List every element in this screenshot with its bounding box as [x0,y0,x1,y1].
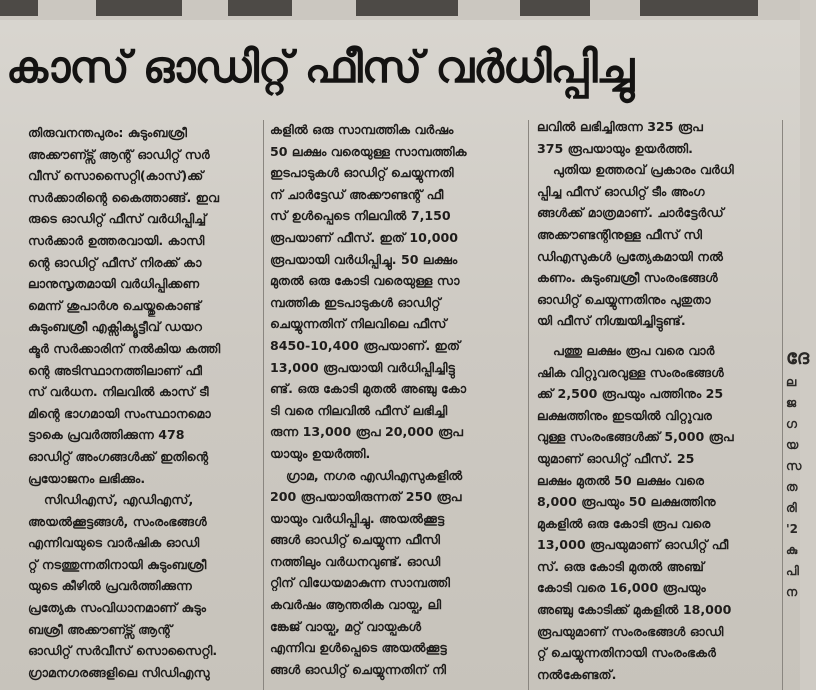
text-line: റ്റ് നടത്തുന്നതിനായി കുടുംബശ്രീ [28,556,207,572]
text-line: ഓഡിറ്റ് സർവീസ് സൊസൈറ്റി. [28,643,218,659]
text-line: ന്റെ ഓഡിറ്റ് ഫീസ് നിരക്ക് കാ [28,254,202,270]
text-line: 375 രൂപയായും ഉയർത്തി. [537,140,693,156]
edge-fragment: പി [786,564,799,578]
edge-fragment: രി [786,501,797,515]
text-line: നത്തിലും വർധനവുണ്ട്. ഓഡി [270,553,441,569]
text-line: ഓഡിറ്റ് അംഗങ്ങൾക്ക് ഇതിന്റെ [28,448,209,464]
text-line: യായും വർധിപ്പിച്ചു. അയൽക്കൂട്ട [270,510,445,526]
text-line: ചെയ്യുന്നതിന് നിലവിലെ ഫീസ് [270,316,447,332]
article-column-3 [537,116,777,685]
text-line: ന് ചാർട്ടേഡ് അക്കൗണ്ടന്റ് ഫീ [270,186,444,202]
text-line: കോടി വരെ 16,000 രൂപയും [537,580,706,596]
edge-fragment: ദേ [786,345,810,369]
text-line: മെന്ന് ശുപാർശ ചെയ്തുകൊണ്ട് [28,297,201,313]
text-line: ന്റെ അടിസ്ഥാനത്തിലാണ് ഫീ [28,362,202,378]
text-line: എന്നിവയുടെ വാർഷിക ഓഡി [28,535,200,551]
text-line: 200 രൂപയായിരുന്നത് 250 രൂപ [270,489,462,505]
text-line: വുള്ള സംരംഭങ്ങൾക്ക് 5,000 രൂപ [537,429,734,445]
text-line: ങ്ങൾ ഓഡിറ്റ് ചെയ്യുന്നതിന് നി [270,661,446,677]
text-line: അഞ്ചു കോടിക്ക് മുകളിൽ 18,000 [537,602,732,618]
text-line: ക്ക് 2,500 രൂപയും പത്തിനും 25 [537,386,724,402]
text-line: ലക്ഷത്തിനും ഇടയിൽ വിറ്റുവര [537,407,712,423]
text-line: സ് ഉൾപ്പെടെ നിലവിൽ 7,150 [270,208,451,224]
paragraph-gap [537,332,777,340]
text-line: റ്റ് ചെയ്യുന്നതിനായി സംരംഭകർ [537,645,716,661]
text-line: 8,000 രൂപയും 50 ലക്ഷത്തിനു [537,494,716,510]
text-line: ണ്ട്. ഒരു കോടി മുതൽ അഞ്ചു കോ [270,381,467,397]
text-line: സർക്കാർ ഉത്തരവായി. കാസി [28,232,205,248]
text-line: യായും ഉയർത്തി. [270,445,371,461]
column-rule [528,120,529,690]
text-line: പുതിയ ഉത്തരവ് പ്രകാരം വർധി [553,162,734,178]
text-line: ലാനുസൃതമായി വർധിപ്പിക്കണ [28,276,200,292]
text-line: 13,000 രൂപയുമാണ് ഓഡിറ്റ് ഫീ [537,537,729,553]
edge-fragment: '2 [786,522,799,536]
text-line: അക്കൗണ്ടന്റിനുള്ള ഫീസ് സി [537,226,702,242]
text-line: രൂപയായി വർധിപ്പിച്ചു. 50 ലക്ഷം [270,251,458,267]
text-line: രൂപയാണ് ഫീസ്. ഇത് 10,000 [270,229,459,245]
text-line: ലവിൽ ലഭിച്ചിരുന്ന 325 രൂപ [537,119,703,134]
edge-fragment: സ [786,459,802,473]
text-line: എന്നിവ ഉൾപ്പെടെ അയൽക്കൂട്ട [270,640,447,656]
text-line: രൂപയുമാണ് സംരംഭങ്ങൾ ഓഡി [537,623,724,639]
top-cut-strip [0,0,800,20]
text-line: 8450-10,400 രൂപയാണ്. ഇത് [270,337,461,353]
text-line: യി ഫീസ് നിശ്ചയിച്ചിട്ടുണ്ട്. [537,313,686,329]
text-line: നൽകേണ്ടത്. [537,666,617,682]
text-line: ടി വരെ നിലവിൽ ഫീസ് ലഭിച്ചി [270,402,448,418]
text-line: ഓഡിറ്റ് ചെയ്യുന്നതിനും പുതുതാ [537,291,711,307]
text-line: സർക്കാരിന്റെ കൈത്താങ്ങ്. ഇവ [28,189,220,205]
text-line: ങ്ങൾ ഓഡിറ്റ് ചെയ്യുന്ന ഫീസി [270,532,441,548]
text-line: യുമാണ് ഓഡിറ്റ് ഫീസ്. 25 [537,450,695,466]
article-column-2 [270,119,520,680]
edge-fragment: ജ [786,396,797,410]
text-line: ഇടപാടുകൾ ഓഡിറ്റ് ചെയ്യുന്നതി [270,165,454,181]
text-line: സ്. ഒരു കോടി മുതൽ അഞ്ച് [537,558,704,574]
edge-fragment: ഗ [786,417,797,431]
text-line: ക്ടർ സർക്കാരിന് നൽകിയ കത്തി [28,340,221,356]
edge-fragment: കു [786,543,798,557]
text-line: റ്റിന് വിധേയമാകുന്ന സാമ്പത്തി [270,575,450,591]
text-line: 50 ലക്ഷം വരെയുള്ള സാമ്പത്തിക [270,143,467,159]
text-line: മ്പത്തിക ഇടപാടുകൾ ഓഡിറ്റ് [270,294,441,310]
text-line: ലക്ഷം മുതൽ 50 ലക്ഷം വരെ [537,472,704,488]
edge-fragment: ത [786,480,798,494]
text-line: മിന്റെ ഭാഗമായി സംസ്ഥാനമൊ [28,405,211,421]
edge-fragment: ന [786,585,798,599]
text-line: ഗ്രാമ, നഗര എഡിഎസുകളിൽ [286,467,463,483]
text-line: യുടെ കീഴിൽ പ്രവർത്തിക്കുന്ന [28,578,192,594]
text-line: അക്കൗണ്ട്സ് ആന്റ് ഓഡിറ്റ് സർ [28,146,210,162]
text-line: ബശ്രീ അക്കൗണ്ട്സ് ആന്റ് [28,621,172,637]
text-line: കളിൽ ഒരു സാമ്പത്തിക വർഷം [270,122,454,137]
text-line: പ്പിച്ച ഫീസ് ഓഡിറ്റ് ടീം അംഗ [537,183,705,199]
column-rule [263,120,264,690]
text-line: പ്രയോജനം ലഭിക്കും. [28,470,146,486]
text-line: ഷിക വിറ്റുവരവുള്ള സംരംഭങ്ങൾ [537,364,724,380]
article-column-1 [28,122,258,683]
text-line: പ്രത്യേക സംവിധാനമാണ് കുടും [28,600,207,616]
adjacent-article-edge [786,120,816,690]
text-line: ട്ടാകെ പ്രവർത്തിക്കുന്ന 478 [28,427,185,443]
edge-fragment: ല [786,375,797,389]
text-line: 13,000 രൂപയായി വർധിപ്പിച്ചിട്ടു [270,359,455,375]
text-line: മുകളിൽ ഒരു കോടി രൂപ വരെ [537,515,711,531]
text-line: തിരുവനന്തപുരം: കുടുംബശ്രീ [28,125,188,140]
text-line: കുടുംബശ്രീ എക്സിക്യൂട്ടീവ് ഡയറ [28,319,202,335]
column-rule [782,120,783,690]
text-line: പത്തു ലക്ഷം രൂപ വരെ വാർ [553,342,715,358]
text-line: ഗ്രാമനഗരങ്ങളിലെ സിഡിഎസു [28,664,210,680]
text-line: ങ്കേജ് വായ്പ, മറ്റ് വായ്പകൾ [270,618,422,634]
text-line: മുതൽ ഒരു കോടി വരെയുള്ള സാ [270,273,460,289]
text-line: ഡിഎസുകൾ പ്രത്യേകമായി നൽ [537,248,723,264]
text-line: സ് വർധന. നിലവിൽ കാസ് ടീ [28,384,209,400]
headline: കാസ് ഓഡിറ്റ് ഫീസ് വർധിപ്പിച്ചു [6,42,634,93]
text-line: കവർഷം ആന്തരിക വായ്പ, ലി [270,597,442,613]
text-line: ങ്ങൾക്ക് മാത്രമാണ്. ചാർട്ടേർഡ് [537,205,724,221]
text-line: അയൽക്കൂട്ടങ്ങൾ, സംരംഭങ്ങൾ [28,513,207,529]
text-line: രുന്ന 13,000 രൂപ 20,000 രൂപ [270,424,463,440]
text-line: രുടെ ഓഡിറ്റ് ഫീസ് വർധിപ്പിച്ച് [28,211,207,227]
text-line: കണം. കുടുംബശ്രീ സംരംഭങ്ങൾ [537,270,718,286]
text-line: വീസ് സൊസൈറ്റി(കാസ്)ക്ക് [28,168,204,184]
edge-fragment: യ [786,438,799,452]
text-line: സിഡിഎസ്, എഡിഎസ്, [44,492,194,508]
